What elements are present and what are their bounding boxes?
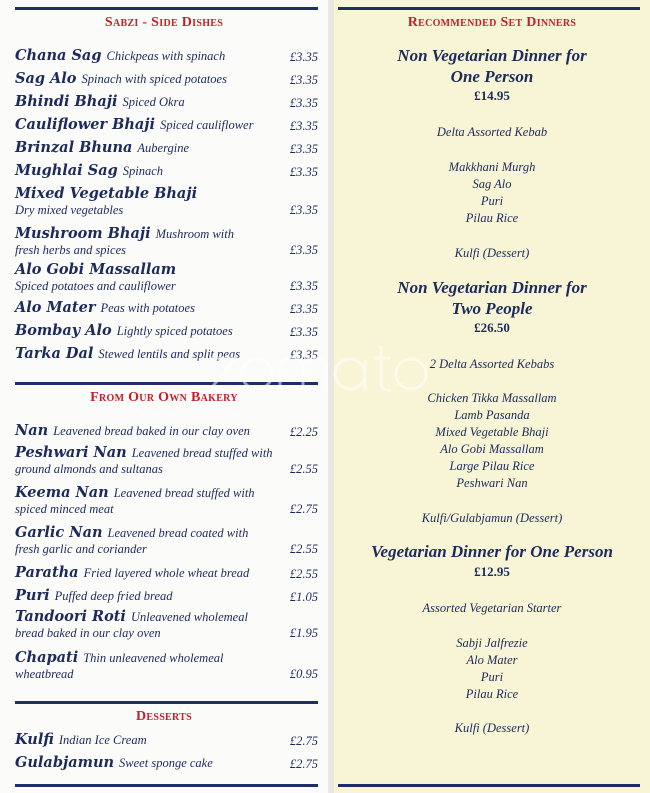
item-description: Leavened bread stuffed with — [131, 446, 273, 460]
menu-item — [15, 93, 318, 111]
item-price: £2.75 — [289, 734, 318, 748]
item-description: Spinach — [122, 164, 164, 178]
item-name: Keema Nan — [15, 484, 109, 501]
set-title: Two People — [451, 299, 533, 318]
item-price: £0.95 — [289, 667, 318, 681]
menu-item — [15, 731, 318, 749]
item-name: Peshwari Nan — [15, 444, 127, 461]
item-description: Dry mixed vegetables — [15, 203, 124, 217]
set-price: £26.50 — [474, 320, 510, 335]
item-price: £3.35 — [289, 142, 318, 156]
menu-item — [15, 524, 318, 557]
menu-item — [15, 47, 318, 65]
item-name: Gulabjamun — [15, 754, 115, 771]
item-name: Mixed Vegetable Bhaji — [15, 185, 198, 202]
set-main: Pilau Rice — [465, 687, 519, 701]
menu-item — [15, 422, 318, 440]
set-main: Puri — [480, 670, 504, 684]
item-price: £2.55 — [289, 567, 318, 581]
menu-item — [15, 261, 318, 294]
item-description: Unleavened wholemeal — [130, 610, 248, 624]
menu-item — [15, 754, 318, 772]
item-price: £1.95 — [289, 626, 318, 640]
menu-item — [15, 225, 318, 258]
item-name: Kulfi — [15, 731, 54, 748]
item-price: £2.55 — [289, 542, 318, 556]
item-name: Cauliflower Bhaji — [15, 116, 156, 133]
item-description-cont: bread baked in our clay oven — [15, 626, 161, 640]
item-price: £3.35 — [289, 119, 318, 133]
item-price: £2.55 — [289, 462, 318, 476]
item-name: Nan — [15, 422, 49, 439]
item-description: Mushroom with — [155, 227, 234, 241]
divider — [15, 382, 318, 385]
item-description-cont: wheatbread — [15, 667, 74, 681]
item-description: Spiced cauliflower — [160, 118, 254, 132]
item-price: £1.05 — [289, 590, 318, 604]
set-main: Alo Gobi Massallam — [440, 442, 544, 456]
set-main: Chicken Tikka Massallam — [427, 391, 557, 405]
set-title: Vegetarian Dinner for One Person — [371, 542, 613, 561]
item-price: £3.35 — [289, 73, 318, 87]
item-name: Tarka Dal — [15, 345, 94, 362]
set-main: Puri — [480, 194, 504, 208]
menu-item — [15, 185, 318, 218]
item-name: Mughlai Sag — [15, 162, 118, 179]
divider — [15, 7, 318, 10]
divider — [15, 701, 318, 704]
menu-item — [15, 345, 318, 363]
set-main: Peshwari Nan — [456, 476, 528, 490]
item-price: £3.35 — [289, 279, 318, 293]
item-description: Lightly spiced potatoes — [116, 324, 233, 338]
divider — [338, 784, 640, 787]
item-description: Puffed deep fried bread — [54, 589, 173, 603]
item-price: £3.35 — [289, 348, 318, 362]
item-description: Leavened bread baked in our clay oven — [53, 424, 250, 438]
menu-item — [15, 70, 318, 88]
item-name: Bhindi Bhaji — [15, 93, 118, 110]
set-main: Makkhani Murgh — [448, 160, 536, 174]
item-name: Puri — [15, 587, 50, 604]
item-name: Chapati — [15, 649, 79, 666]
set-main: Lamb Pasanda — [454, 408, 530, 422]
set-starter: 2 Delta Assorted Kebabs — [429, 357, 555, 371]
item-description-cont: ground almonds and sultanas — [15, 462, 163, 476]
item-name: Alo Mater — [15, 299, 96, 316]
item-description: Leavened bread coated with — [107, 526, 249, 540]
item-name: Bombay Alo — [15, 322, 112, 339]
menu-item — [15, 139, 318, 157]
item-name: Tandoori Roti — [15, 608, 126, 625]
set-main: Alo Mater — [466, 653, 518, 667]
item-price: £2.75 — [289, 502, 318, 516]
item-price: £3.35 — [289, 165, 318, 179]
item-name: Garlic Nan — [15, 524, 103, 541]
item-description: Aubergine — [137, 141, 190, 155]
set-title: One Person — [450, 67, 534, 86]
item-description: Spiced Okra — [122, 95, 185, 109]
divider — [15, 784, 318, 787]
item-description: Stewed lentils and split peas — [98, 347, 241, 361]
item-name: Alo Gobi Massallam — [15, 261, 177, 278]
right-menu-column — [334, 0, 650, 793]
item-description: Fried layered whole wheat bread — [83, 566, 250, 580]
menu-item — [15, 444, 318, 477]
set-starter: Assorted Vegetarian Starter — [422, 601, 562, 615]
set-main: Large Pilau Rice — [449, 459, 535, 473]
menu-item — [15, 299, 318, 317]
set-main: Mixed Vegetable Bhaji — [435, 425, 549, 439]
item-description: Peas with potatoes — [100, 301, 195, 315]
item-price: £2.75 — [289, 757, 318, 771]
item-name: Chana Sag — [15, 47, 102, 64]
item-price: £3.35 — [289, 203, 318, 217]
set-starter: Delta Assorted Kebab — [436, 125, 548, 139]
item-description-cont: fresh garlic and coriander — [15, 542, 147, 556]
item-price: £3.35 — [289, 302, 318, 316]
item-description: Spinach with spiced potatoes — [81, 72, 227, 86]
set-dessert: Kulfi (Dessert) — [454, 246, 530, 260]
menu-item — [15, 564, 318, 582]
set-title: Non Vegetarian Dinner for — [397, 278, 587, 297]
set-main: Sabji Jalfrezie — [456, 636, 528, 650]
item-description: Thin unleavened wholemeal — [83, 651, 224, 665]
set-title: Non Vegetarian Dinner for — [397, 46, 587, 65]
menu-item — [15, 116, 318, 134]
item-description-cont: fresh herbs and spices — [15, 243, 126, 257]
section-heading-sabzi: Sabzi - Side Dishes — [104, 15, 224, 30]
item-name: Paratha — [15, 564, 79, 581]
item-description: Indian Ice Cream — [58, 733, 147, 747]
set-dessert: Kulfi (Dessert) — [454, 721, 530, 735]
menu-item — [15, 649, 318, 682]
item-name: Mushroom Bhaji — [15, 225, 151, 242]
item-price: £3.35 — [289, 50, 318, 64]
menu-item — [15, 322, 318, 340]
menu-item — [15, 587, 318, 605]
menu-item — [15, 608, 318, 641]
item-price: £3.35 — [289, 325, 318, 339]
item-description-cont: spiced minced meat — [15, 502, 114, 516]
item-price: £3.35 — [289, 96, 318, 110]
item-price: £3.35 — [289, 243, 318, 257]
item-name: Brinzal Bhuna — [15, 139, 133, 156]
divider — [338, 7, 640, 10]
section-heading-set-dinners: Recommended Set Dinners — [407, 15, 577, 30]
item-price: £2.25 — [289, 425, 318, 439]
set-main: Sag Alo — [472, 177, 512, 191]
item-description: Spiced potatoes and cauliflower — [15, 279, 176, 293]
set-price: £14.95 — [474, 88, 510, 103]
item-description: Leavened bread stuffed with — [113, 486, 255, 500]
item-description: Sweet sponge cake — [119, 756, 213, 770]
set-main: Pilau Rice — [465, 211, 519, 225]
set-dessert: Kulfi/Gulabjamun (Dessert) — [421, 511, 563, 525]
menu-item — [15, 484, 318, 517]
section-heading-bakery: From Our Own Bakery — [90, 390, 238, 405]
set-price: £12.95 — [474, 564, 510, 579]
item-description: Chickpeas with spinach — [106, 49, 226, 63]
section-heading-desserts: Desserts — [135, 709, 193, 724]
menu-item — [15, 162, 318, 180]
item-name: Sag Alo — [15, 70, 77, 87]
